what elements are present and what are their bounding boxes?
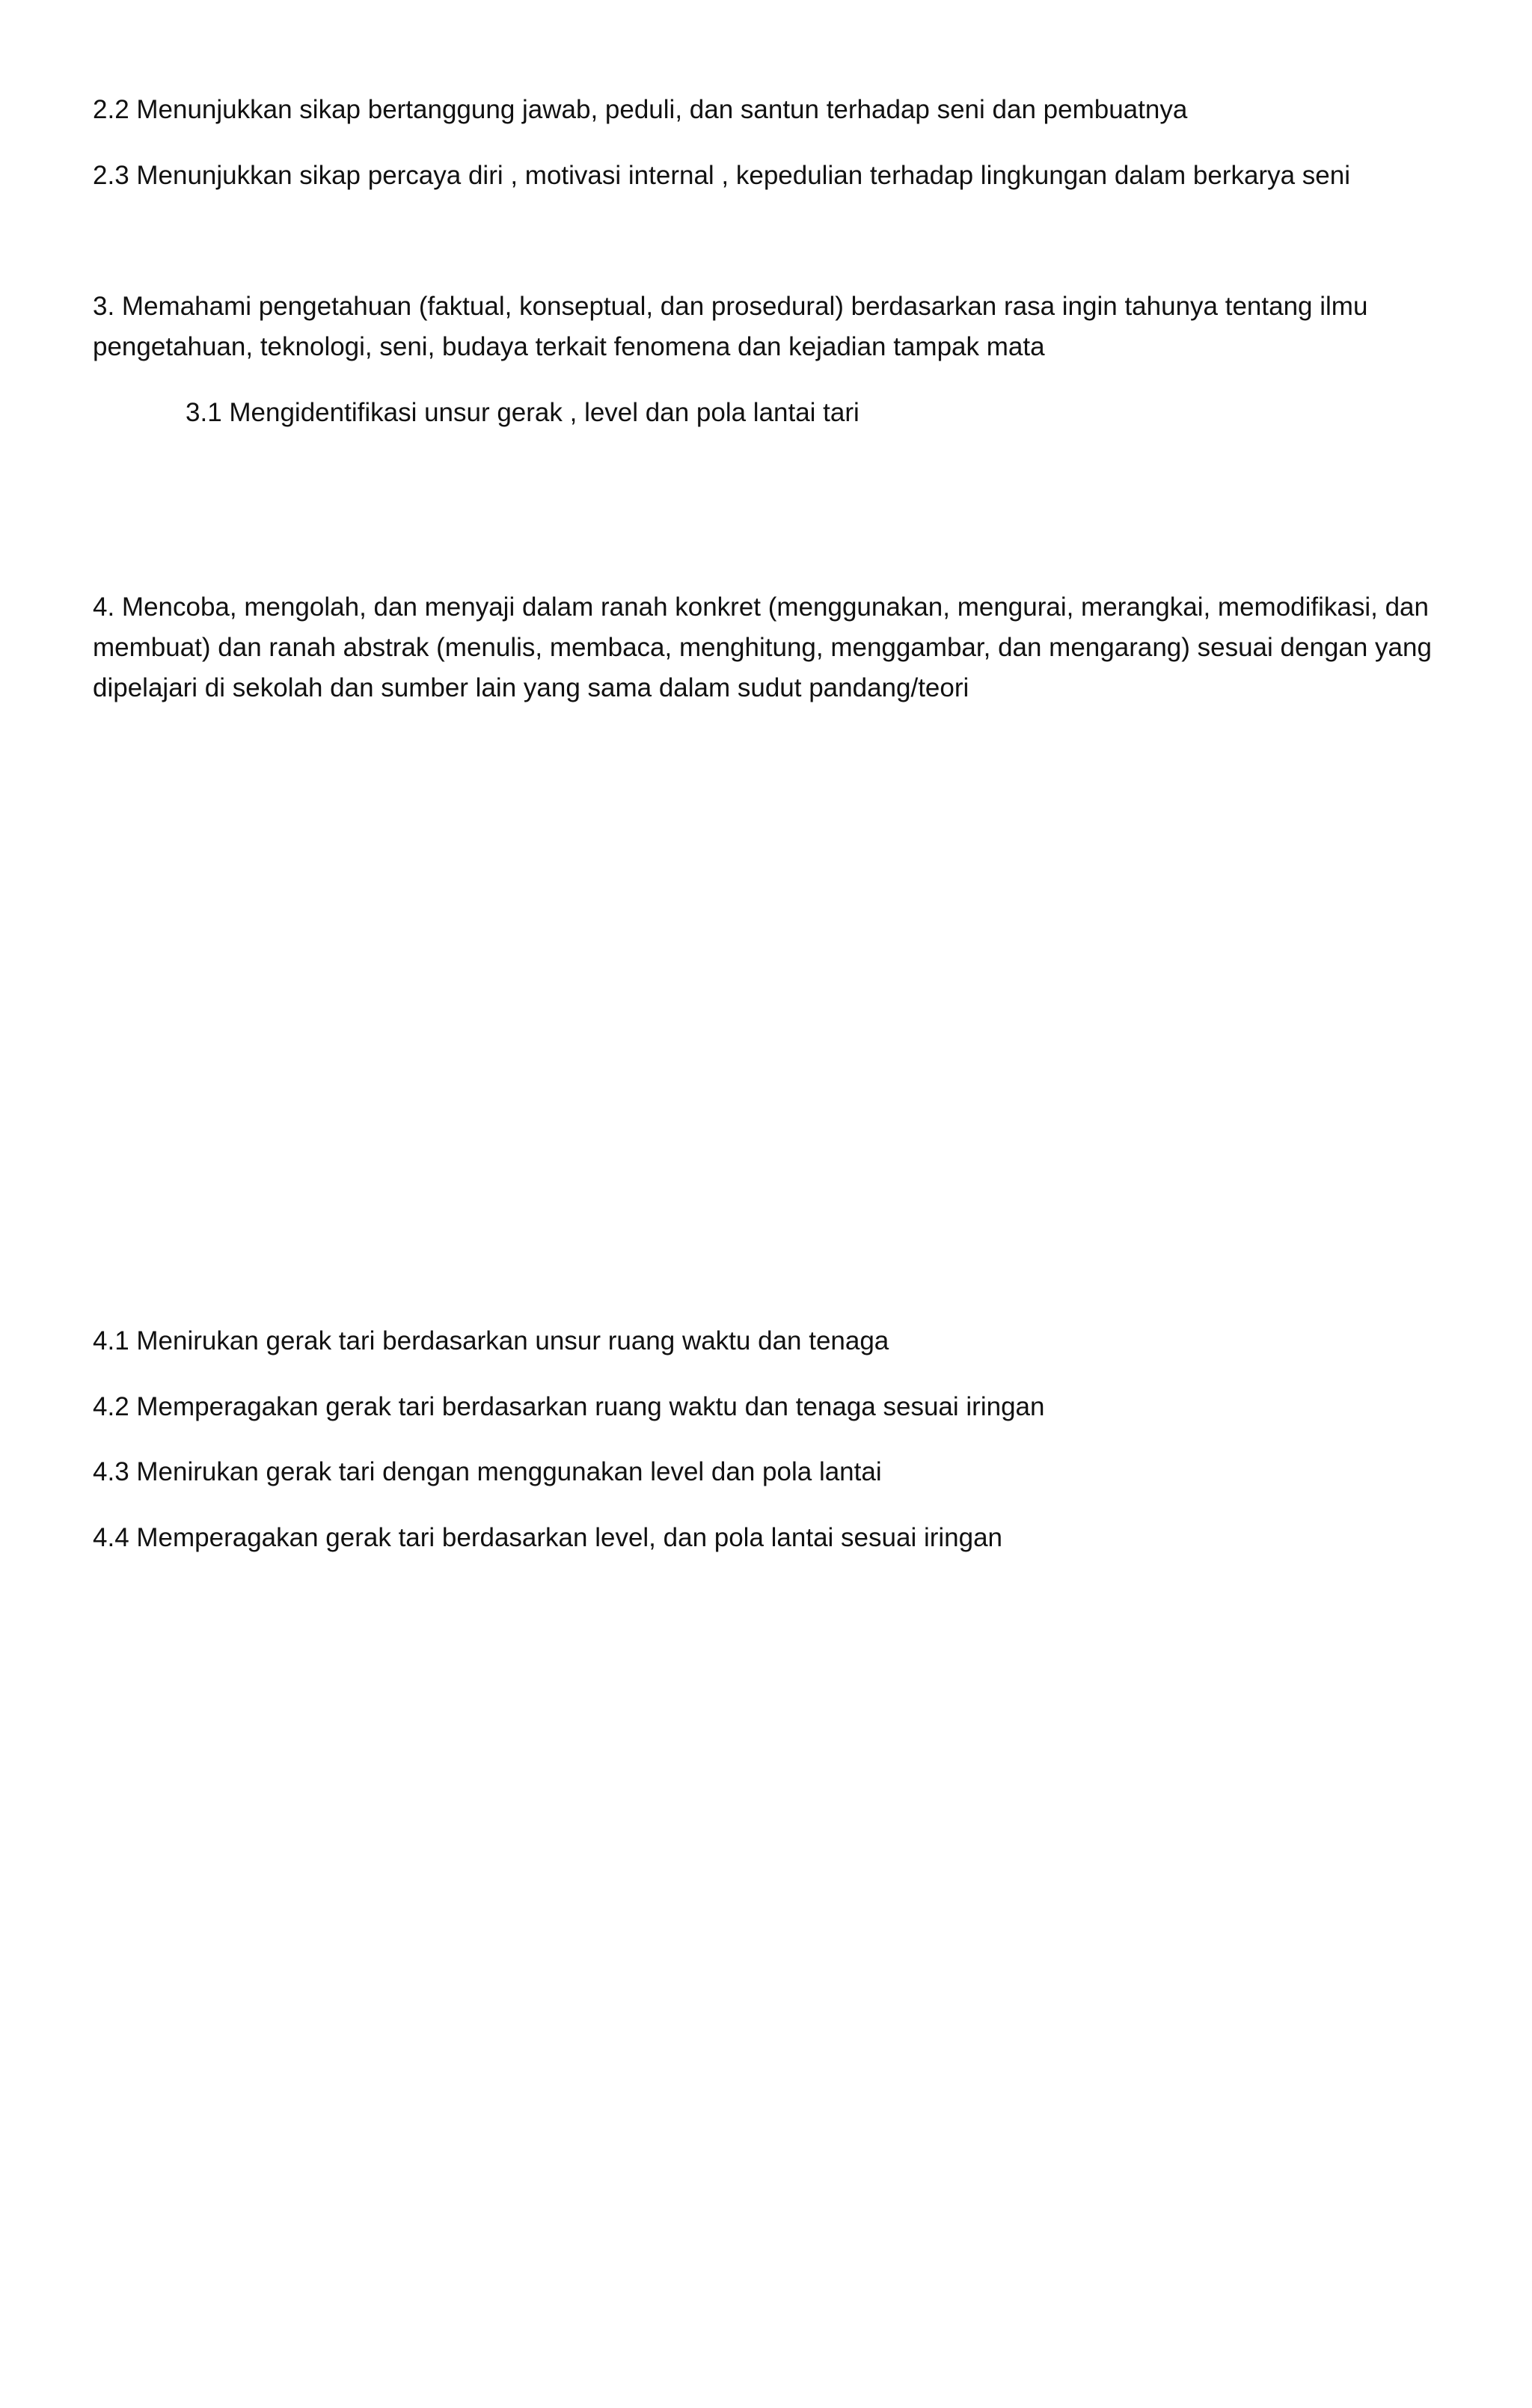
competency-2-3: 2.3 Menunjukkan sikap percaya diri , motivasi internal , kepedulian terhadap lingkungan dalam berkarya seni	[93, 161, 1350, 190]
core-competency-3-line: 3. Memahami pengetahuan (faktual, konseptual, dan prosedural) berdasarkan rasa ingin tahunya tentang ilmu	[93, 292, 1368, 321]
competency-4-2: 4.2 Memperagakan gerak tari berdasarkan ruang waktu dan tenaga sesuai iringan	[93, 1392, 1045, 1421]
competency-2-2: 2.2 Menunjukkan sikap bertanggung jawab, peduli, dan santun terhadap seni dan pembuatnya	[93, 95, 1188, 124]
core-competency-4-line: dipelajari di sekolah dan sumber lain yang sama dalam sudut pandang/teori	[93, 673, 969, 702]
competency-4-1: 4.1 Menirukan gerak tari berdasarkan unsur ruang waktu dan tenaga	[93, 1326, 889, 1355]
competency-4-3: 4.3 Menirukan gerak tari dengan menggunakan level dan pola lantai	[93, 1457, 882, 1486]
core-competency-4-line: membuat) dan ranah abstrak (menulis, membaca, menghitung, menggambar, dan mengarang) sesuai dengan yang	[93, 633, 1432, 662]
core-competency-4	[93, 587, 1439, 708]
core-competency-3	[93, 287, 1439, 367]
core-competency-3-line: pengetahuan, teknologi, seni, budaya terkait fenomena dan kejadian tampak mata	[93, 332, 1045, 361]
competency-4-4: 4.4 Memperagakan gerak tari berdasarkan level, dan pola lantai sesuai iringan	[93, 1523, 1003, 1552]
core-competency-4-line: 4. Mencoba, mengolah, dan menyaji dalam ranah konkret (menggunakan, mengurai, merangkai, memodifikasi, dan	[93, 592, 1429, 622]
competency-3-1: 3.1 Mengidentifikasi unsur gerak , level dan pola lantai tari	[186, 398, 860, 427]
